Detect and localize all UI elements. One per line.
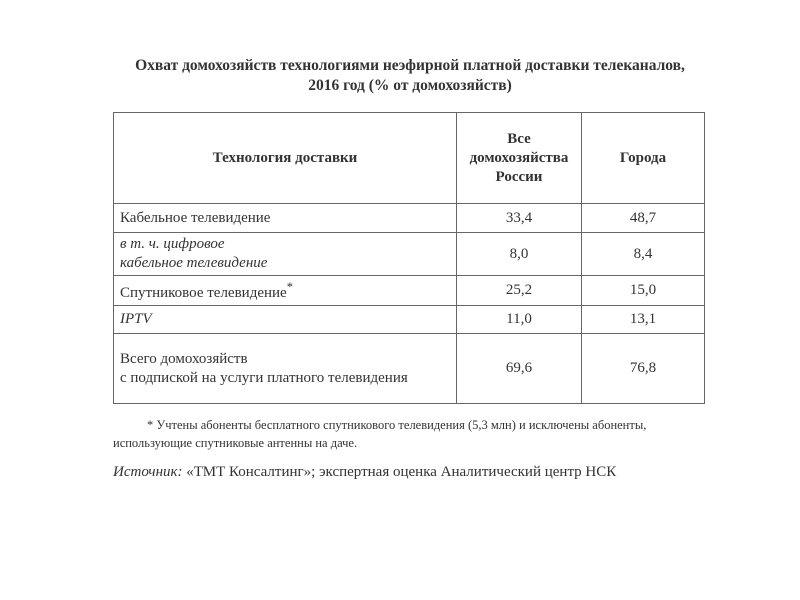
col-header-cities: Города xyxy=(582,113,705,204)
label-line: с подпиской на услуги платного телевидения xyxy=(120,369,408,386)
source-label: Источник: xyxy=(113,464,183,480)
row-label: Кабельное телевидение xyxy=(114,204,457,233)
cell-cities: 15,0 xyxy=(582,276,705,306)
col-header-technology: Технология доставки xyxy=(114,113,457,204)
source xyxy=(113,464,616,481)
title-line: Охват домохозяйств технологиями неэфирной платной доставки телеканалов, xyxy=(135,57,685,74)
data-table xyxy=(113,112,705,404)
source-text: «ТМТ Консалтинг»; экспертная оценка Аналитический центр НСК xyxy=(182,464,617,480)
row-label xyxy=(114,233,457,276)
row-label: IPTV xyxy=(114,306,457,334)
cell-cities: 76,8 xyxy=(582,334,705,404)
cell-all: 25,2 xyxy=(457,276,582,306)
table-row xyxy=(114,334,705,404)
cell-cities: 13,1 xyxy=(582,306,705,334)
cell-cities: 48,7 xyxy=(582,204,705,233)
table-title xyxy=(100,56,720,96)
cell-all: 69,6 xyxy=(457,334,582,404)
header-row xyxy=(114,113,705,204)
label-text: Спутниковое телевидение xyxy=(120,285,287,301)
label-line: Всего домохозяйств xyxy=(120,350,248,367)
footnote: * Учтены абоненты бесплатного спутникового телевидения (5,3 млн) и исключены абоненты, использующие спутниковые антенны на даче. xyxy=(113,418,647,450)
table-row xyxy=(114,204,705,233)
cell-all: 8,0 xyxy=(457,233,582,276)
label-line: кабельное телевидение xyxy=(120,255,268,271)
table-row xyxy=(114,306,705,334)
col-header-all: Все домохозяйства России xyxy=(457,113,582,204)
cell-all: 11,0 xyxy=(457,306,582,334)
title-line: 2016 год (% от домохозяйств) xyxy=(308,77,512,94)
cell-all: 33,4 xyxy=(457,204,582,233)
row-label xyxy=(114,276,457,306)
cell-cities: 8,4 xyxy=(582,233,705,276)
label-line: в т. ч. цифровое xyxy=(120,236,225,252)
footnote-mark: * xyxy=(286,280,293,294)
table-row xyxy=(114,276,705,306)
table-row xyxy=(114,233,705,276)
row-label xyxy=(114,334,457,404)
